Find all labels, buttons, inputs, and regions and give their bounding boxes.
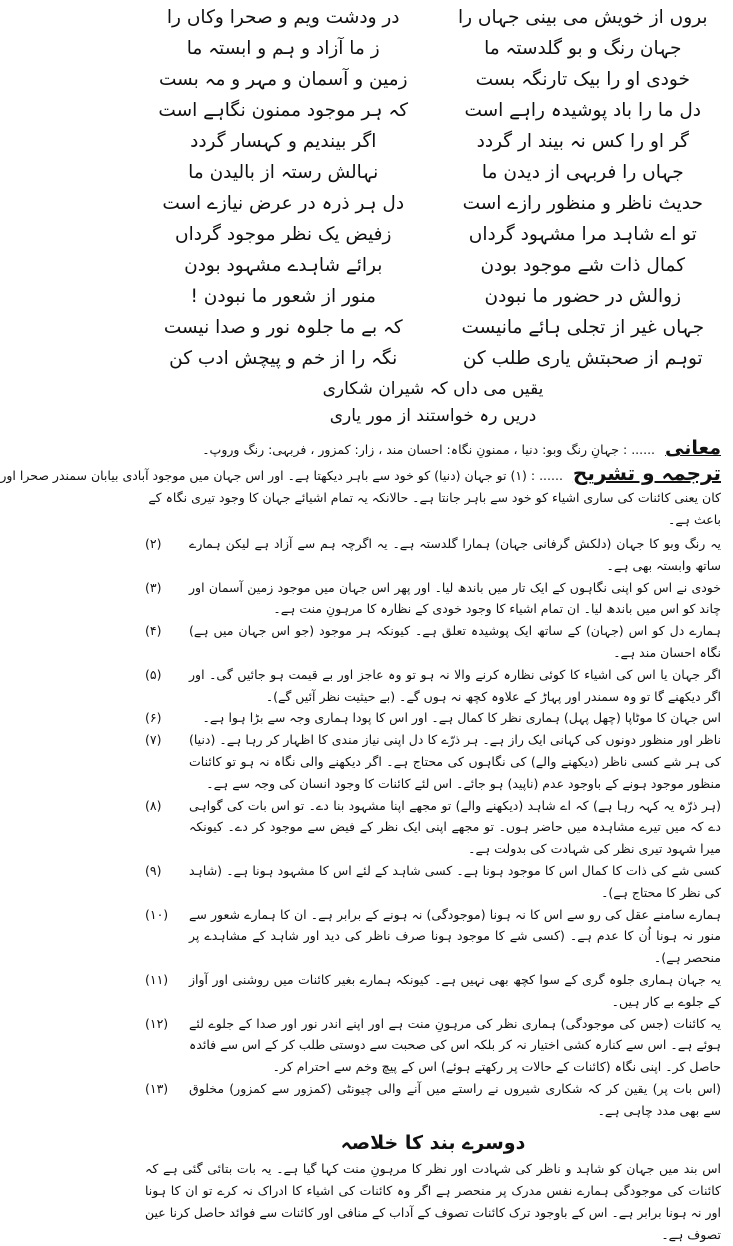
note-item [145, 620, 721, 664]
final-line: یقیں می داں کہ شیران شکاری [322, 379, 544, 399]
hemistich-right: خودی او را بیک تارنگہ بست [475, 69, 690, 90]
note-text: اس جہان کا موٹاپا (چھل پہل) ہماری نظر کا کمال ہے۔ اور اس کا پودا ہماری وجہ سے بڑا ہوا ہے۔ [202, 710, 721, 726]
note-item [145, 533, 721, 577]
final-couplet [145, 376, 721, 430]
couplet [145, 33, 721, 64]
note-text: ہمارے دل کو اس (جہان) کے ساتھ ایک پوشیدہ تعلق ہے۔ کیونکہ ہر موجود (جو اس جہان میں ہے) نگاہ احسان مند ہے۔ [189, 623, 721, 660]
note-item [145, 795, 721, 860]
note-text: ہمارے سامنے عقل کی رو سے اس کا نہ ہونا (موجودگی) نہ ہونے کے برابر ہے۔ ان کا ہمارے شعور سے منور نہ ہونا اُن کا عدم ہے۔ (کسی شے کا موجود ہونا صرف ناظر کی دید اور شاہد کے مشاہدے پر منحصر ہے)۔ [189, 906, 721, 966]
couplet [145, 2, 721, 33]
couplet [145, 312, 721, 343]
summary-title: دوسرے بند کا خلاصہ [340, 1131, 526, 1154]
note-item [145, 969, 721, 1013]
hemistich-left: برائے شاہدے مشہود بودن [184, 255, 383, 276]
note-number: (۷) [145, 732, 162, 748]
note-number: (۶) [145, 710, 162, 726]
note-number: (۵) [145, 666, 162, 682]
couplet [145, 219, 721, 250]
translation-header [0, 461, 721, 487]
note-text: اگر جہان یا اس کی اشیاء کا کوئی نظارہ کرنے والا نہ ہو تو وہ عاجز اور بے قیمت ہو جائیں گی۔ اور اگر دیکھنے گا تو وہ سمندر اور پہاڑ کے علاوہ کچھ نہ ہوں گے۔ (بے حیثیت نظر آئیں گے)۔ [189, 666, 721, 704]
hemistich-right: توہم از صحبتش یاری طلب کن [462, 348, 703, 369]
glossary-label: معانی [665, 437, 721, 459]
poem [145, 0, 721, 430]
couplet [145, 250, 721, 281]
couplet [145, 126, 721, 157]
final-line: دریں رہ خواستند از مور یاری [329, 406, 537, 426]
hemistich-left: زمین و آسمان و مہر و مہ بست [158, 69, 408, 90]
hemistich-left: کہ ہر موجود ممنون نگاہے است [158, 100, 409, 121]
translation-label: ترجمہ و تشریح [572, 461, 721, 485]
note-number: (۱۰) [145, 906, 169, 922]
glossary-text: ...... : جہانِ رنگ وبو: دنیا ، ممنونِ نگاہ: احسان مند ، زار: کمزور ، فربہی: رنگ وروپ۔ [202, 442, 656, 457]
couplet [145, 188, 721, 219]
hemistich-right: جہاں غیر از تجلی ہائے مانیست [461, 317, 705, 338]
note-item [145, 860, 721, 904]
summary-text: اس بند میں جہان کو شاہد و ناظر کی شہادت اور نظر کا مرہونِ منت کہا گیا ہے۔ یہ بات بتائی گئی ہے کہ کائنات کی موجودگی ہمارے نفس مدرک پر منحصر ہے اگر وہ کائنات کی اشیاء کا ادراک نہ کرے تو ان کا ہونا اور نہ ہونا برابر ہے۔ اس کے باوجود ترک کائنات تصوف کے آداب کے منافی اور کائنات سے فوائد حاصل کرنا عین تصوف ہے۔ [145, 1160, 721, 1242]
translation-intro: کان یعنی کائنات کی ساری اشیاء کو خود سے باہر جانتا ہے۔ حالانکہ یہ تمام اشیائے جہان کا وجود تیری نگاہ کے باعث ہے۔ [148, 490, 721, 527]
note-number: (۳) [145, 579, 162, 595]
note-number: (۲) [145, 536, 162, 551]
hemistich-right: جہاں را فربہی از دیدن ما [481, 162, 684, 183]
hemistich-left: اگر بیندیم و کہسار گردد [190, 131, 377, 152]
couplet [145, 281, 721, 312]
note-number: (۸) [145, 797, 162, 813]
note-text: (اس بات پر) یقین کر کہ شکاری شیروں نے راستے میں آنے والی چیونٹی (کمزور سے کمزور) مخلوق سے بھی مدد چاہی ہے۔ [189, 1080, 721, 1118]
note-text: یہ رنگ وبو کا جہان (دلکش گرفانی جہان) ہمارا گلدستہ ہے۔ یہ اگرچہ ہم سے آزاد ہے لیکن ہمارے ساتھ وابستہ بھی ہے۔ [189, 536, 721, 573]
note-number: (۱۱) [145, 971, 169, 987]
note-number: (۱۲) [145, 1015, 169, 1031]
note-item [145, 664, 721, 708]
hemistich-left: ز ما آزاد و ہم و ابستہ ما [186, 38, 380, 59]
hemistich-left: در ودشت ویم و صحرا وکاں را [166, 7, 400, 28]
note-number: (۴) [145, 623, 162, 639]
couplet [145, 95, 721, 126]
hemistich-right: گر او را کس نہ بیند ار گردد [476, 131, 689, 152]
couplet [145, 157, 721, 188]
hemistich-right: زوالش در حضور ما نبودن [484, 286, 682, 307]
hemistich-left: زفیض یک نظر موجود گرداں [175, 224, 392, 245]
note-item [145, 577, 721, 621]
hemistich-right: حدیث ناظر و منظور رازے است [462, 193, 703, 214]
couplet [145, 343, 721, 374]
glossary [145, 436, 721, 462]
hemistich-right: کمال ذات شے موجود بودن [480, 255, 685, 276]
hemistich-left: نہالش رستہ از بالیدن ما [188, 162, 379, 183]
hemistich-right: جہان رنگ و بو گلدستہ ما [484, 38, 682, 59]
note-number: (۹) [145, 862, 162, 878]
couplet [145, 64, 721, 95]
note-text: ناظر اور منظور دونوں کی کہانی ایک راز ہے۔ ہر ذرّے کا دل اپنی نیاز مندی کا اظہار کر رہا ہے۔ (دنیا) کی ہر شے کسی ناظر (دیکھنے والے) کی نگاہوں کی محتاج ہے۔ اگر دیکھنے والی نگاہ نہ ہو تو کائنات منظور موجود ہونے کے باوجود عدم (ناپید) ہو جائے۔ اس لئے کائنات کا وجود انسان کی وجہ سے ہے۔ [189, 732, 721, 791]
hemistich-left: نگہ را از خم و پیچش ادب کن [169, 348, 398, 369]
note-text: یہ جہان ہماری جلوہ گری کے سوا کچھ بھی نہیں ہے۔ کیونکہ ہمارے بغیر کائنات میں روشنی اور آواز کے جلوے بے کار ہیں۔ [189, 971, 721, 1009]
hemistich-right: بروں از خویش می بینی جہاں را [457, 7, 708, 28]
note-text: خودی نے اس کو اپنی نگاہوں کے ایک تار میں باندھ لیا۔ اور پھر اس جہان میں موجود زمین آسمان اور چاند کو اس میں باندھ لیا۔ ان تمام اشیاء کا وجود خودی کے نظارہ کا مرہونِ منت ہے۔ [189, 579, 721, 617]
note-item [145, 707, 721, 729]
note-number: (۱۳) [145, 1080, 169, 1096]
note-text: یہ کائنات (جس کی موجودگی) ہماری نظر کی مرہونِ منت ہے اور اپنے اندر نور اور صدا کے جلوے لئے ہوئے ہے۔ اس سے کنارہ کشی اختیار نہ کر بلکہ اس کی صحبت سے دوستی طلب کر کے اس سے فائدہ حاصل کر۔ اپنی نگاہ (کائنات کے حالات پر رکھتے ہوئے) اس کے پیچ وخم سے احترام کر۔ [189, 1015, 721, 1075]
note-item [145, 1078, 721, 1122]
note-item [145, 729, 721, 794]
note-item [145, 1013, 721, 1078]
hemistich-left: دل ہر ذرہ در عرض نیازے است [162, 193, 405, 214]
hemistich-right: تو اے شاہد مرا مشہود گرداں [468, 224, 697, 245]
explanation-notes [145, 533, 721, 1122]
translation-first-line: ...... : (۱) تو جہان (دنیا) کو خود سے باہر دیکھتا ہے۔ اور اس جہان میں موجود آبادی بیابان سمندر صحرا اور [0, 468, 563, 483]
hemistich-left: کہ بے ما جلوہ نور و صدا نیست [163, 317, 403, 338]
note-text: (ہر ذرّہ یہ کہہ رہا ہے) کہ اے شاہد (دیکھنے والے) تو مجھے اپنا مشہود بنا دے۔ تو اس بات کی گواہی دے کہ میں تیرے مشاہدہ میں حاضر ہوں۔ تو مجھے اپنی ایک نظر کے فیض سے موجود کر دے۔ کیونکہ میرا شہود تیری نظر کی شہادت کی بدولت ہے۔ [189, 797, 721, 857]
note-text: کسی شے کی ذات کا کمال اس کا موجود ہونا ہے۔ کسی شاہد کے لئے اس کا مشہود ہونا ہے۔ (شاہد کی نظر کا محتاج ہے)۔ [189, 862, 721, 900]
hemistich-right: دل ما را باد پوشیدہ راہے است [464, 100, 702, 121]
note-item [145, 904, 721, 969]
hemistich-left: منور از شعور ما نبودن ! [190, 286, 376, 307]
